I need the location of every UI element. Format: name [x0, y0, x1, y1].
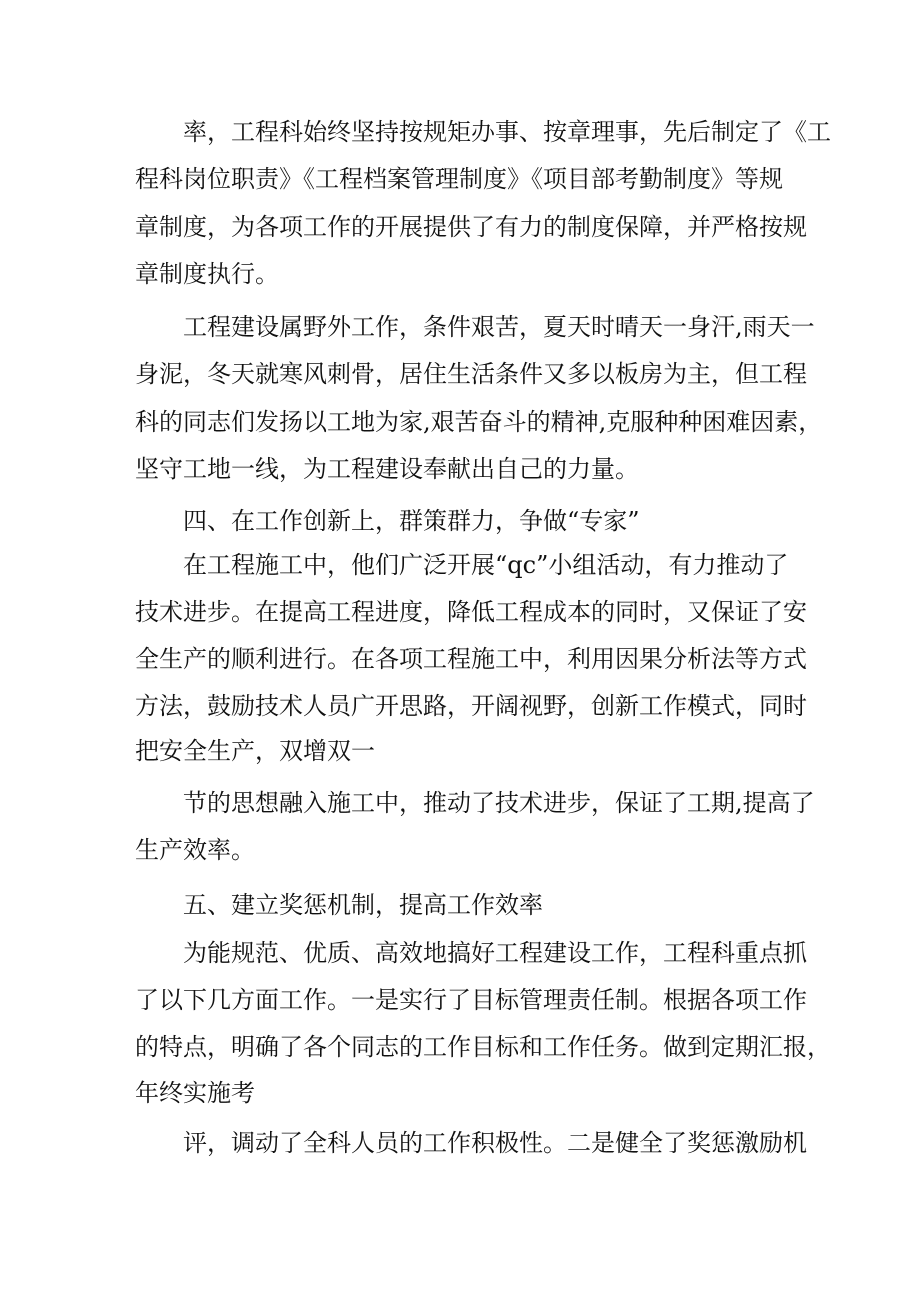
text-line: 把安全生产，双增双一 — [135, 737, 375, 765]
text-line: 评，调动了全科人员的工作积极性。二是健全了奖惩激励机 — [183, 1129, 807, 1157]
text-line: 生产效率。 — [135, 836, 255, 864]
section-heading: 四、在工作创新上，群策群力，争做“专家” — [183, 507, 640, 535]
text-line: 率，工程科始终坚持按规矩办事、按章理事，先后制定了《工 — [183, 118, 831, 146]
text-line: 为能规范、优质、高效地搞好工程建设工作，工程科重点抓 — [183, 939, 807, 967]
text-line: 方法，鼓励技术人员广开思路，开阔视野，创新工作模式，同时 — [135, 692, 807, 720]
text-line: 程科岗位职责》《工程档案管理制度》《项目部考勤制度》等规 — [135, 165, 783, 193]
text-line: 工程建设属野外工作，条件艰苦，夏天时晴天一身汗,雨天一 — [183, 313, 815, 341]
text-line: 节的思想融入施工中，推动了技术进步，保证了工期,提高了 — [183, 789, 815, 817]
text-line: 年终实施考 — [135, 1079, 255, 1107]
text-line: 科的同志们发扬以工地为家,艰苦奋斗的精神,克服种种困难因素， — [135, 408, 823, 436]
text-line: 在工程施工中，他们广泛开展“qc”小组活动，有力推动了 — [183, 551, 789, 579]
text-line: 了以下几方面工作。一是实行了目标管理责任制。根据各项工作 — [135, 986, 807, 1014]
text-line: 章制度执行。 — [135, 260, 279, 288]
text-line: 的特点，明确了各个同志的工作目标和工作任务。做到定期汇报， — [135, 1033, 831, 1061]
text-line: 章制度，为各项工作的开展提供了有力的制度保障，并严格按规 — [135, 213, 807, 241]
section-heading: 五、建立奖惩机制，提高工作效率 — [183, 891, 543, 919]
text-line: 身泥，冬天就寒风刺骨，居住生活条件又多以板房为主，但工程 — [135, 360, 807, 388]
text-line: 全生产的顺利进行。在各项工程施工中，利用因果分析法等方式 — [135, 645, 807, 673]
text-line: 坚守工地一线，为工程建设奉献出自己的力量。 — [135, 455, 639, 483]
text-line: 技术进步。在提高工程进度，降低工程成本的同时，又保证了安 — [135, 598, 807, 626]
